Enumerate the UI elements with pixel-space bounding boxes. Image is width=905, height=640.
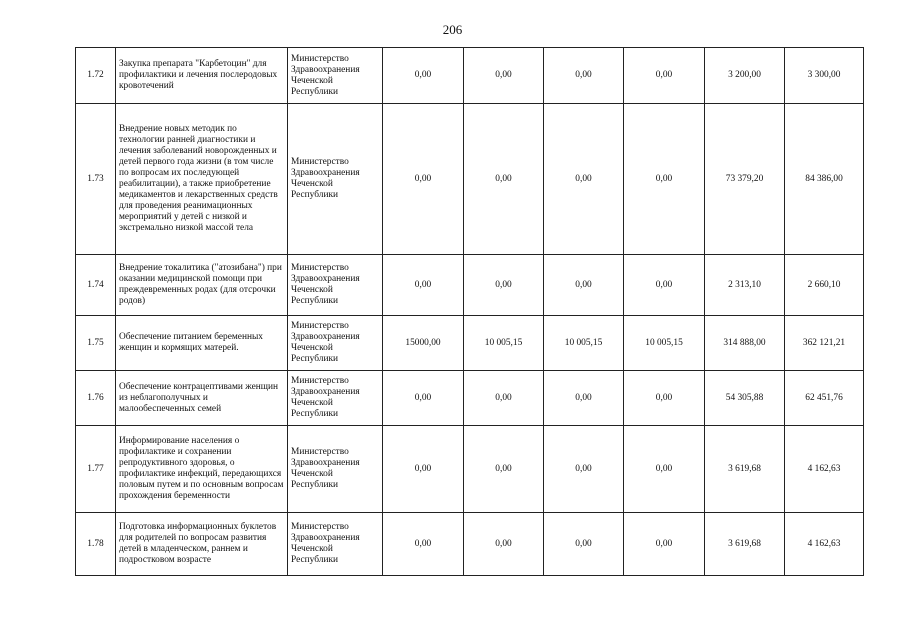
amount-2-cell: 0,00 — [464, 255, 544, 316]
amount-5-cell: 54 305,88 — [705, 371, 785, 426]
table-row — [76, 513, 864, 576]
row-number-cell: 1.77 — [76, 426, 116, 513]
amount-5-cell: 3 619,68 — [705, 426, 785, 513]
amount-4-cell: 0,00 — [624, 48, 705, 104]
amount-3-cell: 0,00 — [544, 104, 624, 255]
amount-6-cell: 4 162,63 — [785, 426, 864, 513]
activity-name-cell: Подготовка информационных буклетов для родителей по вопросам развития детей в младенческом, раннем и подростковом возрасте — [116, 513, 288, 576]
amount-5-cell: 314 888,00 — [705, 316, 785, 371]
activity-name-cell: Внедрение токалитика ("атозибана") при оказании медицинской помощи при преждевременных родах (для отсрочки родов) — [116, 255, 288, 316]
executor-cell: Министерство Здравоохранения Чеченской Республики — [288, 426, 383, 513]
amount-6-cell: 4 162,63 — [785, 513, 864, 576]
amount-1-cell: 0,00 — [383, 371, 464, 426]
amount-2-cell: 0,00 — [464, 426, 544, 513]
amount-4-cell: 0,00 — [624, 371, 705, 426]
table-row — [76, 255, 864, 316]
amount-2-cell: 0,00 — [464, 104, 544, 255]
table-row — [76, 371, 864, 426]
activity-name-cell: Информирование населения о профилактике и сохранении репродуктивного здоровья, о профилактике инфекций, передающихся половым путем и по основным вопросам прохождения беременности — [116, 426, 288, 513]
row-number-cell: 1.78 — [76, 513, 116, 576]
row-number-cell: 1.76 — [76, 371, 116, 426]
amount-6-cell: 3 300,00 — [785, 48, 864, 104]
amount-4-cell: 0,00 — [624, 426, 705, 513]
table-row — [76, 426, 864, 513]
amount-4-cell: 0,00 — [624, 255, 705, 316]
amount-1-cell: 15000,00 — [383, 316, 464, 371]
amount-1-cell: 0,00 — [383, 513, 464, 576]
amount-5-cell: 2 313,10 — [705, 255, 785, 316]
amount-2-cell: 10 005,15 — [464, 316, 544, 371]
activity-name-cell: Обеспечение питанием беременных женщин и кормящих матерей. — [116, 316, 288, 371]
amount-3-cell: 0,00 — [544, 371, 624, 426]
amount-6-cell: 362 121,21 — [785, 316, 864, 371]
amount-4-cell: 0,00 — [624, 104, 705, 255]
table-body — [76, 48, 864, 576]
amount-3-cell: 0,00 — [544, 513, 624, 576]
budget-table — [75, 47, 864, 576]
amount-6-cell: 62 451,76 — [785, 371, 864, 426]
executor-cell: Министерство Здравоохранения Чеченской Республики — [288, 316, 383, 371]
table-row — [76, 316, 864, 371]
amount-3-cell: 10 005,15 — [544, 316, 624, 371]
amount-5-cell: 73 379,20 — [705, 104, 785, 255]
executor-cell: Министерство Здравоохранения Чеченской Республики — [288, 371, 383, 426]
amount-4-cell: 0,00 — [624, 513, 705, 576]
amount-2-cell: 0,00 — [464, 48, 544, 104]
amount-3-cell: 0,00 — [544, 48, 624, 104]
amount-5-cell: 3 200,00 — [705, 48, 785, 104]
amount-5-cell: 3 619,68 — [705, 513, 785, 576]
table-row — [76, 48, 864, 104]
page-number: 206 — [442, 22, 463, 37]
executor-cell: Министерство Здравоохранения Чеченской Республики — [288, 48, 383, 104]
amount-6-cell: 84 386,00 — [785, 104, 864, 255]
executor-cell: Министерство Здравоохранения Чеченской Республики — [288, 255, 383, 316]
amount-2-cell: 0,00 — [464, 513, 544, 576]
executor-cell: Министерство Здравоохранения Чеченской Республики — [288, 513, 383, 576]
amount-1-cell: 0,00 — [383, 426, 464, 513]
amount-3-cell: 0,00 — [544, 426, 624, 513]
row-number-cell: 1.74 — [76, 255, 116, 316]
amount-1-cell: 0,00 — [383, 255, 464, 316]
executor-cell: Министерство Здравоохранения Чеченской Республики — [288, 104, 383, 255]
row-number-cell: 1.73 — [76, 104, 116, 255]
amount-1-cell: 0,00 — [383, 48, 464, 104]
activity-name-cell: Закупка препарата "Карбетоцин" для профилактики и лечения послеродовых кровотечений — [116, 48, 288, 104]
activity-name-cell: Внедрение новых методик по технологии ранней диагностики и лечения заболеваний новорожденных и детей первого года жизни (в том числе по вопросам их последующей реабилитации), а также приобретение медикаментов и лекарственных средств для проведения реанимационных мероприятий у детей с низкой и экстремально низкой массой тела — [116, 104, 288, 255]
table-row — [76, 104, 864, 255]
amount-3-cell: 0,00 — [544, 255, 624, 316]
amount-4-cell: 10 005,15 — [624, 316, 705, 371]
activity-name-cell: Обеспечение контрацептивами женщин из неблагополучных и малообеспеченных семей — [116, 371, 288, 426]
row-number-cell: 1.72 — [76, 48, 116, 104]
amount-2-cell: 0,00 — [464, 371, 544, 426]
amount-6-cell: 2 660,10 — [785, 255, 864, 316]
amount-1-cell: 0,00 — [383, 104, 464, 255]
row-number-cell: 1.75 — [76, 316, 116, 371]
